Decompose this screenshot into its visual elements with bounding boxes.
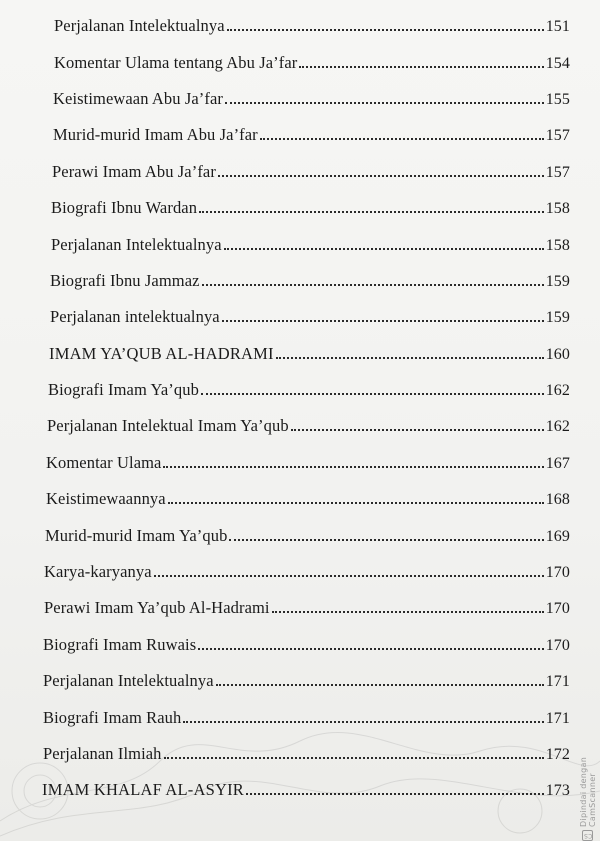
toc-entry-page: 158 — [545, 236, 570, 254]
toc-entry-title: Biografi Ibnu Jammaz — [50, 270, 200, 290]
toc-entry-page: 151 — [545, 18, 570, 36]
toc-leader-dots — [199, 210, 544, 213]
toc-entry[interactable] — [40, 372, 570, 408]
toc-entry-title: Perjalanan Intelektual Imam Ya’qub — [47, 416, 289, 436]
toc-entry-title: Murid-murid Imam Abu Ja’far — [53, 125, 258, 145]
toc-leader-dots — [272, 610, 544, 613]
toc-entry-title: Komentar Ulama tentang Abu Ja’far — [54, 52, 298, 72]
toc-entry-page: 172 — [545, 746, 570, 763]
toc-entry-page: 160 — [545, 345, 570, 363]
toc-entry[interactable] — [40, 517, 570, 553]
toc-entry[interactable] — [40, 481, 570, 517]
toc-entry[interactable] — [40, 154, 570, 190]
toc-leader-dots — [224, 247, 544, 250]
toc-leader-dots — [291, 428, 544, 431]
toc-entry-title: Perjalanan Intelektualnya — [43, 671, 214, 691]
toc-entry-page: 171 — [545, 709, 570, 727]
toc-entry-title: Perawi Imam Abu Ja’far — [52, 161, 216, 181]
camscanner-logo-icon: CS — [583, 832, 593, 839]
toc-entry-title: Biografi Imam Ya’qub — [48, 380, 199, 400]
toc-leader-dots — [198, 647, 543, 650]
toc-entry[interactable] — [40, 408, 570, 444]
toc-leader-dots — [216, 683, 544, 686]
toc-entry-page: 154 — [545, 54, 570, 72]
toc-entry-title: IMAM YA’QUB AL-HADRAMI — [49, 343, 274, 363]
toc-entry[interactable] — [40, 263, 570, 299]
toc-entry[interactable] — [40, 590, 570, 626]
toc-entry-title: Biografi Imam Rauh — [43, 707, 182, 727]
toc-leader-dots — [218, 174, 544, 177]
toc-entry-title: Perjalanan Intelektualnya — [51, 234, 222, 254]
toc-entry[interactable] — [40, 736, 570, 772]
toc-entry-page: 159 — [545, 309, 570, 327]
toc-entry-page: 168 — [545, 491, 570, 509]
toc-entry[interactable] — [40, 117, 570, 153]
toc-entry-page: 157 — [545, 127, 570, 145]
toc-entry[interactable] — [40, 554, 570, 590]
toc-entry[interactable] — [40, 226, 570, 262]
toc-entry-title: IMAM KHALAF AL-ASYIR — [42, 780, 245, 800]
toc-leader-dots — [168, 501, 544, 504]
toc-leader-dots — [260, 137, 544, 140]
toc-entry[interactable] — [40, 627, 570, 663]
toc-entry-page: 155 — [545, 90, 570, 108]
toc-entry-page: 170 — [545, 564, 570, 582]
toc-entry-title: Murid-murid Imam Ya’qub — [45, 525, 228, 545]
toc-entry-page: 170 — [545, 600, 570, 618]
toc-entry-title: Biografi Imam Ruwais — [43, 634, 197, 654]
toc-leader-dots — [164, 756, 544, 759]
toc-leader-dots — [246, 792, 544, 795]
camscanner-watermark — [579, 705, 597, 841]
toc-entry-title: Perjalanan Intelektualnya — [54, 16, 225, 36]
toc-entry[interactable] — [40, 8, 570, 44]
toc-leader-dots — [225, 101, 544, 104]
toc-section-heading[interactable] — [40, 336, 570, 372]
toc-entry[interactable] — [40, 44, 570, 80]
toc-leader-dots — [222, 319, 544, 322]
toc-leader-dots — [299, 65, 543, 68]
toc-entry-title: Perjalanan intelektualnya — [50, 307, 220, 327]
toc-entry[interactable] — [40, 190, 570, 226]
toc-entry-page: 167 — [545, 454, 570, 472]
camscanner-watermark-text: Dipindai dengan CamScanner — [579, 756, 597, 827]
toc-entry[interactable] — [40, 299, 570, 335]
toc-entry-page: 162 — [545, 382, 570, 400]
toc-entry-page: 157 — [545, 163, 570, 181]
toc-entry-title: Perawi Imam Ya’qub Al-Hadrami — [44, 598, 270, 618]
toc-entry-page: 171 — [545, 673, 570, 691]
toc-leader-dots — [276, 356, 544, 359]
toc-entry-title: Komentar Ulama — [46, 452, 162, 472]
toc-leader-dots — [227, 28, 544, 31]
toc-entry-page: 158 — [545, 200, 570, 218]
toc-entry-page: 162 — [545, 418, 570, 436]
toc-entry-title: Perjalanan Ilmiah — [43, 744, 162, 763]
toc-entry-title: Keistimewaannya — [46, 489, 166, 509]
table-of-contents — [40, 8, 570, 809]
toc-entry[interactable] — [40, 445, 570, 481]
toc-entry-page: 173 — [545, 782, 570, 800]
toc-entry-page: 159 — [545, 272, 570, 290]
toc-leader-dots — [163, 465, 543, 468]
toc-entry-page: 170 — [545, 636, 570, 654]
toc-entry[interactable] — [40, 699, 570, 735]
toc-entry-page: 169 — [545, 527, 570, 545]
toc-entry[interactable] — [40, 81, 570, 117]
toc-entry-title: Karya-karyanya — [44, 562, 152, 582]
toc-leader-dots — [202, 283, 544, 286]
toc-leader-dots — [183, 720, 543, 723]
toc-section-heading[interactable] — [40, 772, 570, 808]
toc-entry[interactable] — [40, 663, 570, 699]
toc-entry-title: Keistimewaan Abu Ja’far — [53, 88, 223, 108]
toc-leader-dots — [154, 574, 544, 577]
toc-leader-dots — [229, 538, 543, 541]
toc-leader-dots — [201, 392, 544, 395]
toc-entry-title: Biografi Ibnu Wardan — [51, 198, 198, 218]
